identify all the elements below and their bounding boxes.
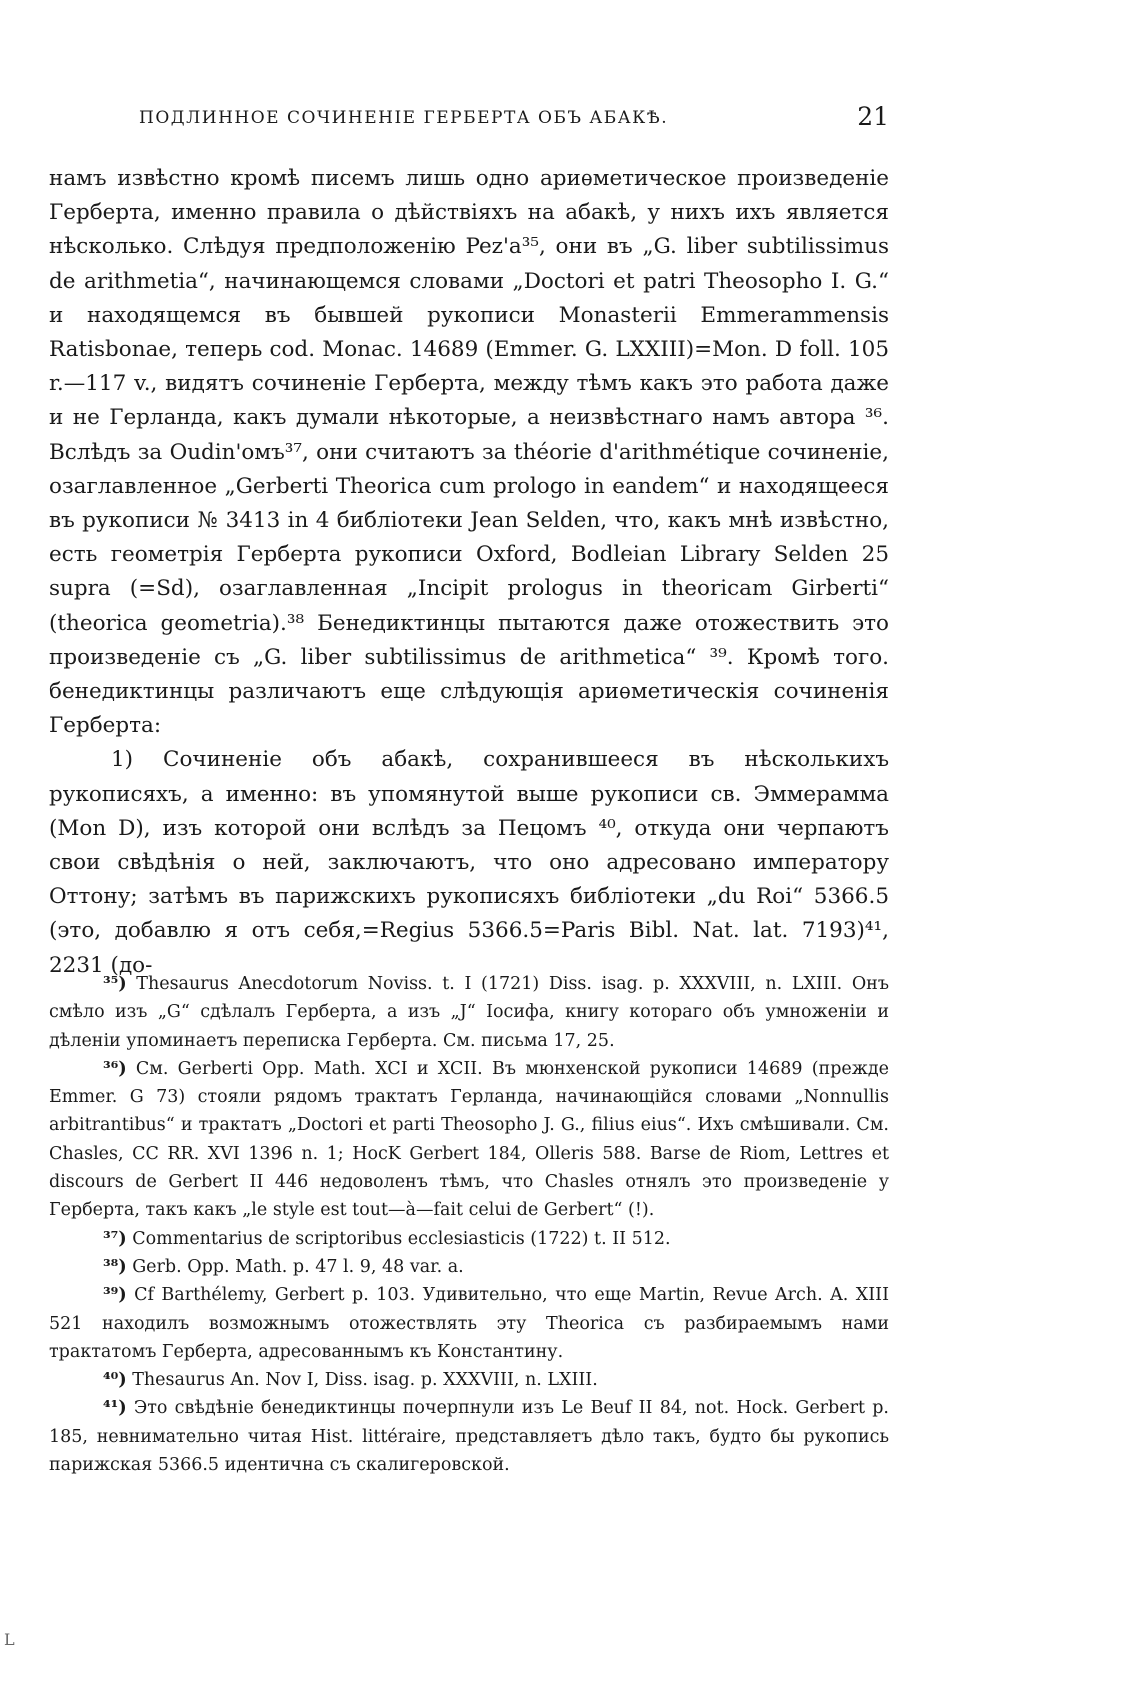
page-header — [49, 102, 889, 138]
main-text — [49, 162, 889, 983]
footnote-36: ³⁶) См. Gerberti Opp. Math. XCI и XCII. Въ мюнхенской рукописи 14689 (прежде Emmer. G 73) стояли рядомъ трактатъ Герланда, начинающійся словами „Nonnullis arbitrantibus“ и трактатъ „Doctori et parti Theosopho J. G., filius eius“. Ихъ смѣшивали. См. Chasles, CC RR. XVI 1396 n. 1; HocK Gerbert 184, Olleris 588. Barse de Riom, Lettres et discours de Gerbert II 446 недоволенъ тѣмъ, что Chasles отнялъ это произведеніе у Герберта, такъ какъ „le style est tout—à—fait celui de Gerbert“ (!). — [49, 1058, 889, 1221]
footnote-39: ³⁹) Cf Barthélemy, Gerbert p. 103. Удивительно, что еще Martin, Revue Arch. A. XIII 521 находилъ возможнымъ отожествлять эту Theorica съ разбираемымъ нами трактатомъ Герберта, адресованнымъ къ Константину. — [49, 1285, 889, 1362]
footnote-38: ³⁸) Gerb. Opp. Math. p. 47 l. 9, 48 var. a. — [103, 1256, 464, 1277]
running-title: ПОДЛИННОЕ СОЧИНЕНІЕ ГЕРБЕРТА ОБЪ АБАКѢ. — [139, 108, 669, 128]
footnote-40: ⁴⁰) Thesaurus An. Nov I, Diss. isag. p. XXXVIII, n. LXIII. — [103, 1370, 598, 1391]
margin-mark: L — [4, 1630, 15, 1649]
footnote-37: ³⁷) Commentarius de scriptoribus ecclesiasticis (1722) t. II 512. — [103, 1228, 671, 1249]
footnote-41: ⁴¹) Это свѣдѣніе бенедиктинцы почерпнули изъ Le Beuf II 84, not. Hock. Gerbert p. 185, невнимательно читая Hist. littéraire, представляетъ дѣло такъ, будто бы рукопись парижская 5366.5 идентична съ скалигеровской. — [49, 1398, 889, 1476]
footnotes — [49, 970, 889, 1479]
page-number: 21 — [857, 102, 889, 131]
body-paragraph: намъ извѣстно кромѣ писемъ лишь одно ариѳметическое произведеніе Герберта, именно правила о дѣйствіяхъ на абакѣ, у нихъ ихъ является нѣсколько. Слѣдуя предположенію Pez'a³⁵, они въ „G. liber subtilissimus de arithmetia“, начинающемся словами „Doctori et patri Theosopho I. G.“ и находящемся въ бывшей рукописи Monasterii Emmerammensis Ratisbonae, теперь cod. Monac. 14689 (Emmer. G. LXXIII)=Mon. D foll. 105 r.—117 v., видятъ сочиненіе Герберта, между тѣмъ какъ это работа даже и не Герланда, какъ думали нѣкоторые, а неизвѣстнаго намъ автора ³⁶. Вслѣдъ за Oudin'омъ³⁷, они считаютъ за théorie d'arithmétique сочиненіе, озаглавленное „Gerberti Theorica cum prologo in eandem“ и находящееся въ рукописи № 3413 in 4 библіотеки Jean Selden, что, какъ мнѣ извѣстно, есть геометрія Герберта рукописи Oxford, Bodleian Library Selden 25 supra (=Sd), озаглавленная „Incipit prologus in theoricam Girberti“ (theorica geometria).³⁸ Бенедиктинцы пытаются даже отожествить это произведеніе съ „G. liber subtilissimus de arithmetica“ ³⁹. Кромѣ того. бенедиктинцы различаютъ еще слѣдующія ариѳметическія сочиненія Герберта: — [49, 166, 889, 739]
footnote-35: ³⁵) Thesaurus Anecdotorum Noviss. t. I (1721) Diss. isag. p. XXXVIII, n. LXIII. Онъ смѣло изъ „G“ сдѣлалъ Герберта, а изъ „J“ Іосифа, книгу котораго объ умноженіи и дѣленіи упоминаетъ переписка Герберта. См. письма 17, 25. — [49, 974, 889, 1051]
list-item-1: 1) Сочиненіе объ абакѣ, сохранившееся въ нѣсколькихъ рукописяхъ, а именно: въ упомянутой выше рукописи св. Эммерамма (Mon D), изъ которой они вслѣдъ за Пецомъ ⁴⁰, откуда они черпаютъ свои свѣдѣнія о ней, заключаютъ, что оно адресовано императору Оттону; затѣмъ въ парижскихъ рукописяхъ библіотеки „du Roi“ 5366.5 (это, добавлю я отъ себя,=Regius 5366.5=Paris Bibl. Nat. lat. 7193)⁴¹, 2231 (до- — [49, 747, 889, 978]
